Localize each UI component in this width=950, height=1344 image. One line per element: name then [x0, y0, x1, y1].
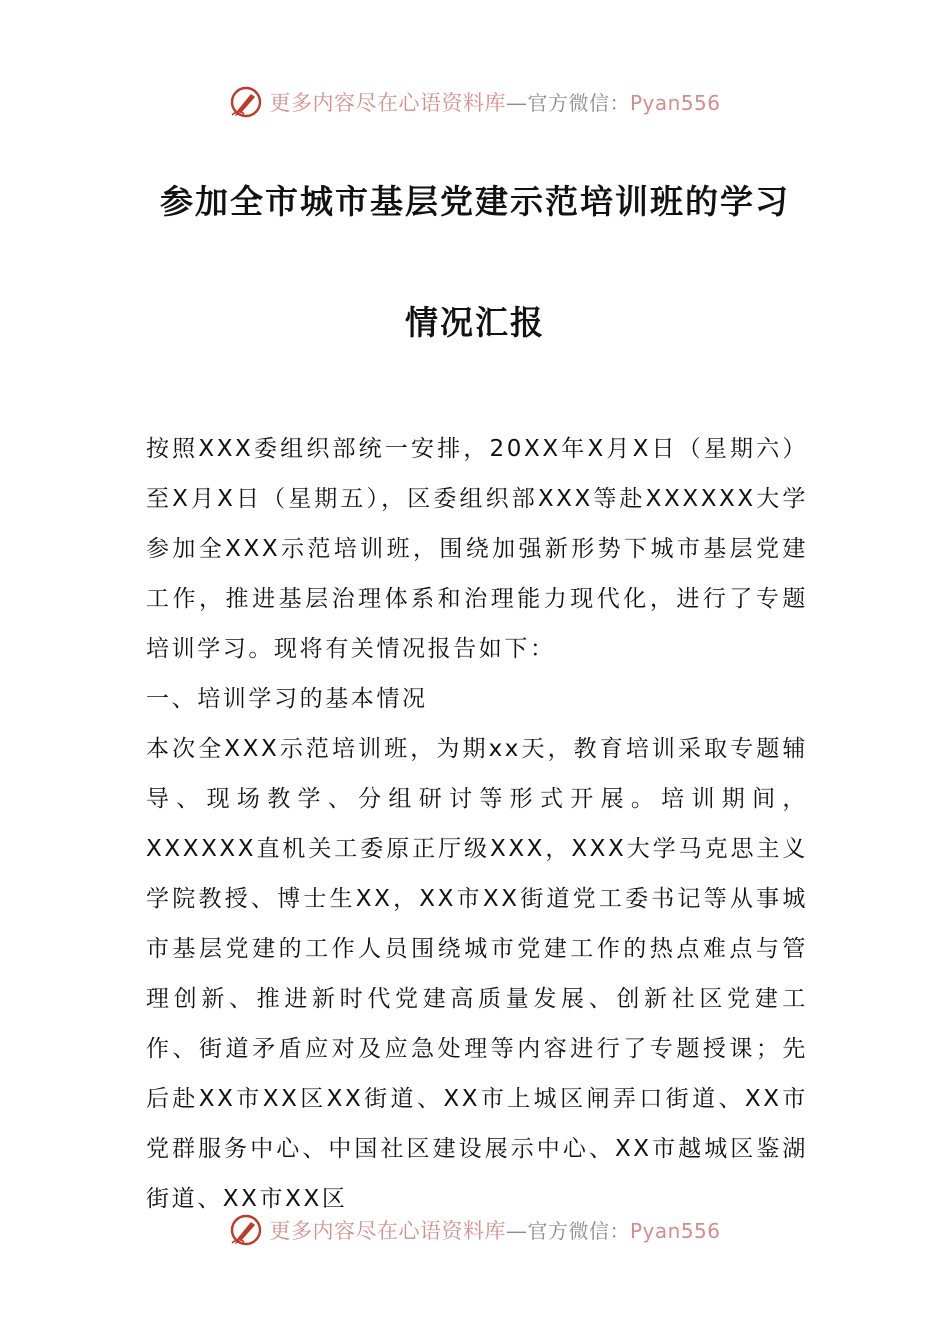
document-title-line2: 情况汇报 [405, 303, 545, 342]
watermark-channel-label: 官方微信： [527, 1219, 630, 1243]
watermark-banner-top [0, 82, 950, 122]
watermark-dash: — [505, 1219, 528, 1243]
watermark-channel-label: 官方微信： [527, 91, 630, 115]
watermark-slogan: 更多内容尽在心语资料库 [269, 91, 506, 115]
pen-logo-icon [229, 1213, 263, 1247]
document-body [146, 424, 808, 1224]
pen-logo-icon [229, 85, 263, 119]
watermark-text [269, 1215, 720, 1245]
watermark-wechat-id: Pyan556 [629, 1219, 721, 1243]
body-paragraph-details: 本次全XXX示范培训班，为期xx天，教育培训采取专题辅导、现场教学、分组研讨等形式开展。培训期间，XXXXXX直机关工委原正厅级XXX，XXX大学马克思主义学院教授、博士生XX，XX市XX街道党工委书记等从事城市基层党建的工作人员围绕城市党建工作的热点难点与管理创新、推进新时代党建高质量发展、创新社区党建工作、街道矛盾应对及应急处理等内容进行了专题授课；先后赴XX市XX区XX街道、XX市上城区闸弄口街道、XX市党群服务中心、中国社区建设展示中心、XX市越城区鉴湖街道、XX市XX区 [146, 736, 808, 1212]
section-heading: 一、培训学习的基本情况 [146, 686, 428, 712]
watermark-wechat-id: Pyan556 [629, 91, 721, 115]
watermark-dash: — [505, 91, 528, 115]
watermark-text [269, 87, 720, 117]
body-paragraph-intro: 按照XXX委组织部统一安排，20XX年X月X日（星期六）至X月X日（星期五），区委组织部XXX等赴XXXXXX大学参加全XXX示范培训班，围绕加强新形势下城市基层党建工作，推进基层治理体系和治理能力现代化，进行了专题培训学习。现将有关情况报告如下： [146, 436, 808, 662]
watermark-slogan: 更多内容尽在心语资料库 [269, 1219, 506, 1243]
document-title-line1: 参加全市城市基层党建示范培训班的学习 [160, 182, 790, 221]
watermark-banner-bottom [0, 1210, 950, 1250]
